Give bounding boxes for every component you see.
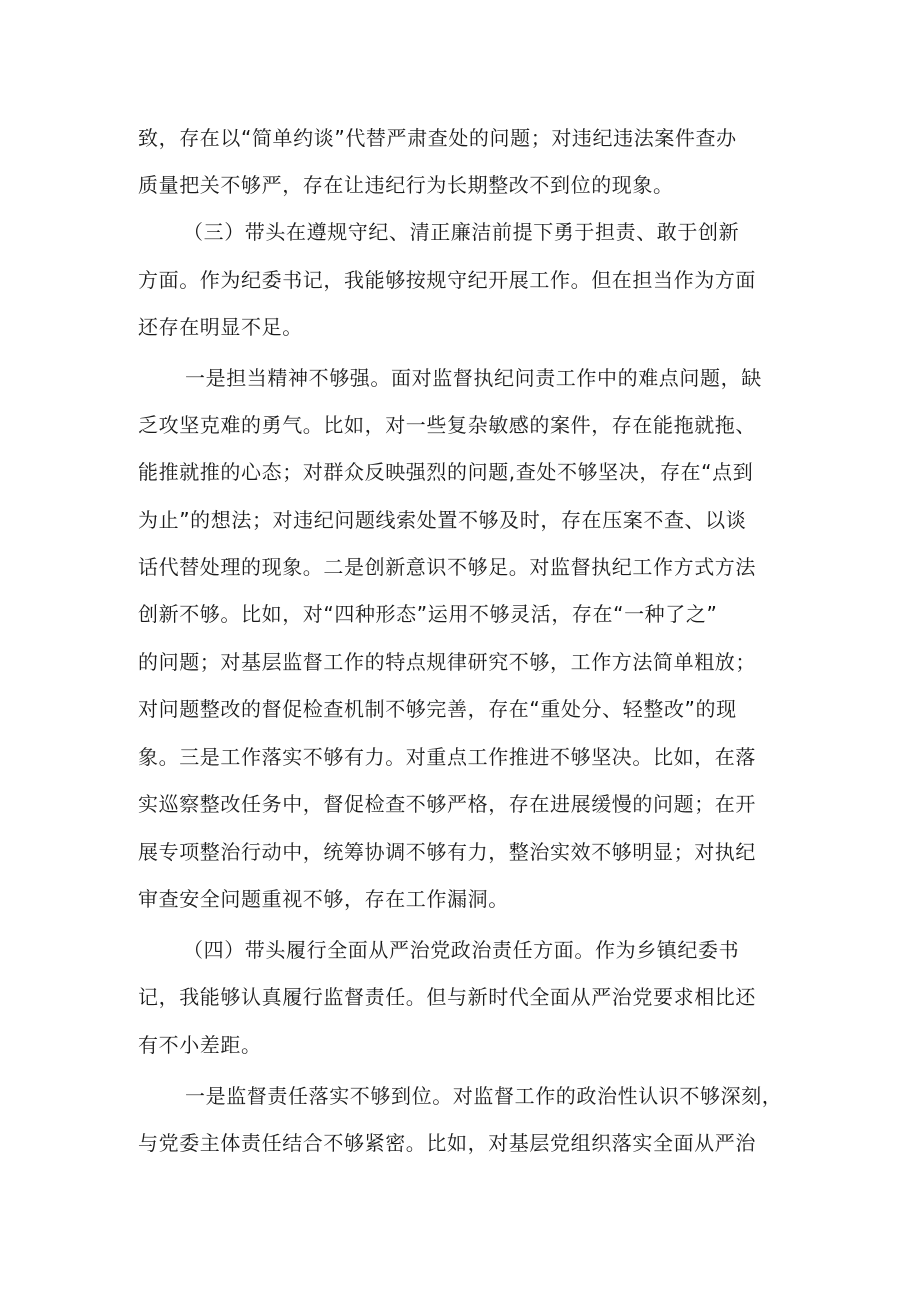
paragraph-start: 一是监督责任落实不够到位。对监督工作的政治性认识不够深刻， bbox=[185, 1084, 783, 1108]
text-line: 的问题；对基层监督工作的特点规律研究不够，工作方法简单粗放； bbox=[138, 650, 756, 674]
paragraph-start: 一是担当精神不够强。面对监督执纪问责工作中的难点问题，缺 bbox=[185, 366, 762, 390]
text-line: 审查安全问题重视不够，存在工作漏洞。 bbox=[138, 887, 509, 911]
text-line: 对问题整改的督促检查机制不够完善，存在“重处分、轻整改”的现 bbox=[138, 697, 737, 721]
text-line: 记，我能够认真履行监督责任。但与新时代全面从严治党要求相比还 bbox=[138, 985, 756, 1009]
text-line: 乏攻坚克难的勇气。比如，对一些复杂敏感的案件，存在能拖就拖、 bbox=[138, 413, 756, 437]
section-heading-3: （三）带头在遵规守纪、清正廉洁前提下勇于担责、敢于创新 bbox=[183, 220, 740, 244]
section-heading-4: （四）带头履行全面从严治党政治责任方面。作为乡镇纪委书 bbox=[183, 938, 740, 962]
text-line: 质量把关不够严，存在让违纪行为长期整改不到位的现象。 bbox=[138, 173, 674, 197]
text-line: 能推就推的心态；对群众反映强烈的问题,查处不够坚决，存在“点到 bbox=[138, 460, 754, 484]
text-line: 还存在明显不足。 bbox=[138, 315, 303, 339]
text-line: 致，存在以“简单约谈”代替严肃查处的问题；对违纪违法案件查办 bbox=[138, 126, 737, 150]
text-line: 展专项整治行动中，统筹协调不够有力，整治实效不够明显；对执纪 bbox=[138, 840, 756, 864]
text-line: 实巡察整改任务中，督促检查不够严格，存在进展缓慢的问题；在开 bbox=[138, 792, 756, 816]
text-line: 为止”的想法；对违纪问题线索处置不够及时，存在压案不查、以谈 bbox=[138, 508, 747, 532]
text-line: 创新不够。比如，对“四种形态”运用不够灵活，存在“一种了之” bbox=[138, 602, 718, 626]
text-line: 话代替处理的现象。二是创新意识不够足。对监督执纪工作方式方法 bbox=[138, 555, 756, 579]
text-line: 与党委主体责任结合不够紧密。比如，对基层党组织落实全面从严治 bbox=[138, 1131, 756, 1155]
text-line: 方面。作为纪委书记，我能够按规守纪开展工作。但在担当作为方面 bbox=[138, 268, 756, 292]
text-line: 有不小差距。 bbox=[138, 1033, 262, 1057]
text-line: 象。三是工作落实不够有力。对重点工作推进不够坚决。比如，在落 bbox=[138, 745, 756, 769]
